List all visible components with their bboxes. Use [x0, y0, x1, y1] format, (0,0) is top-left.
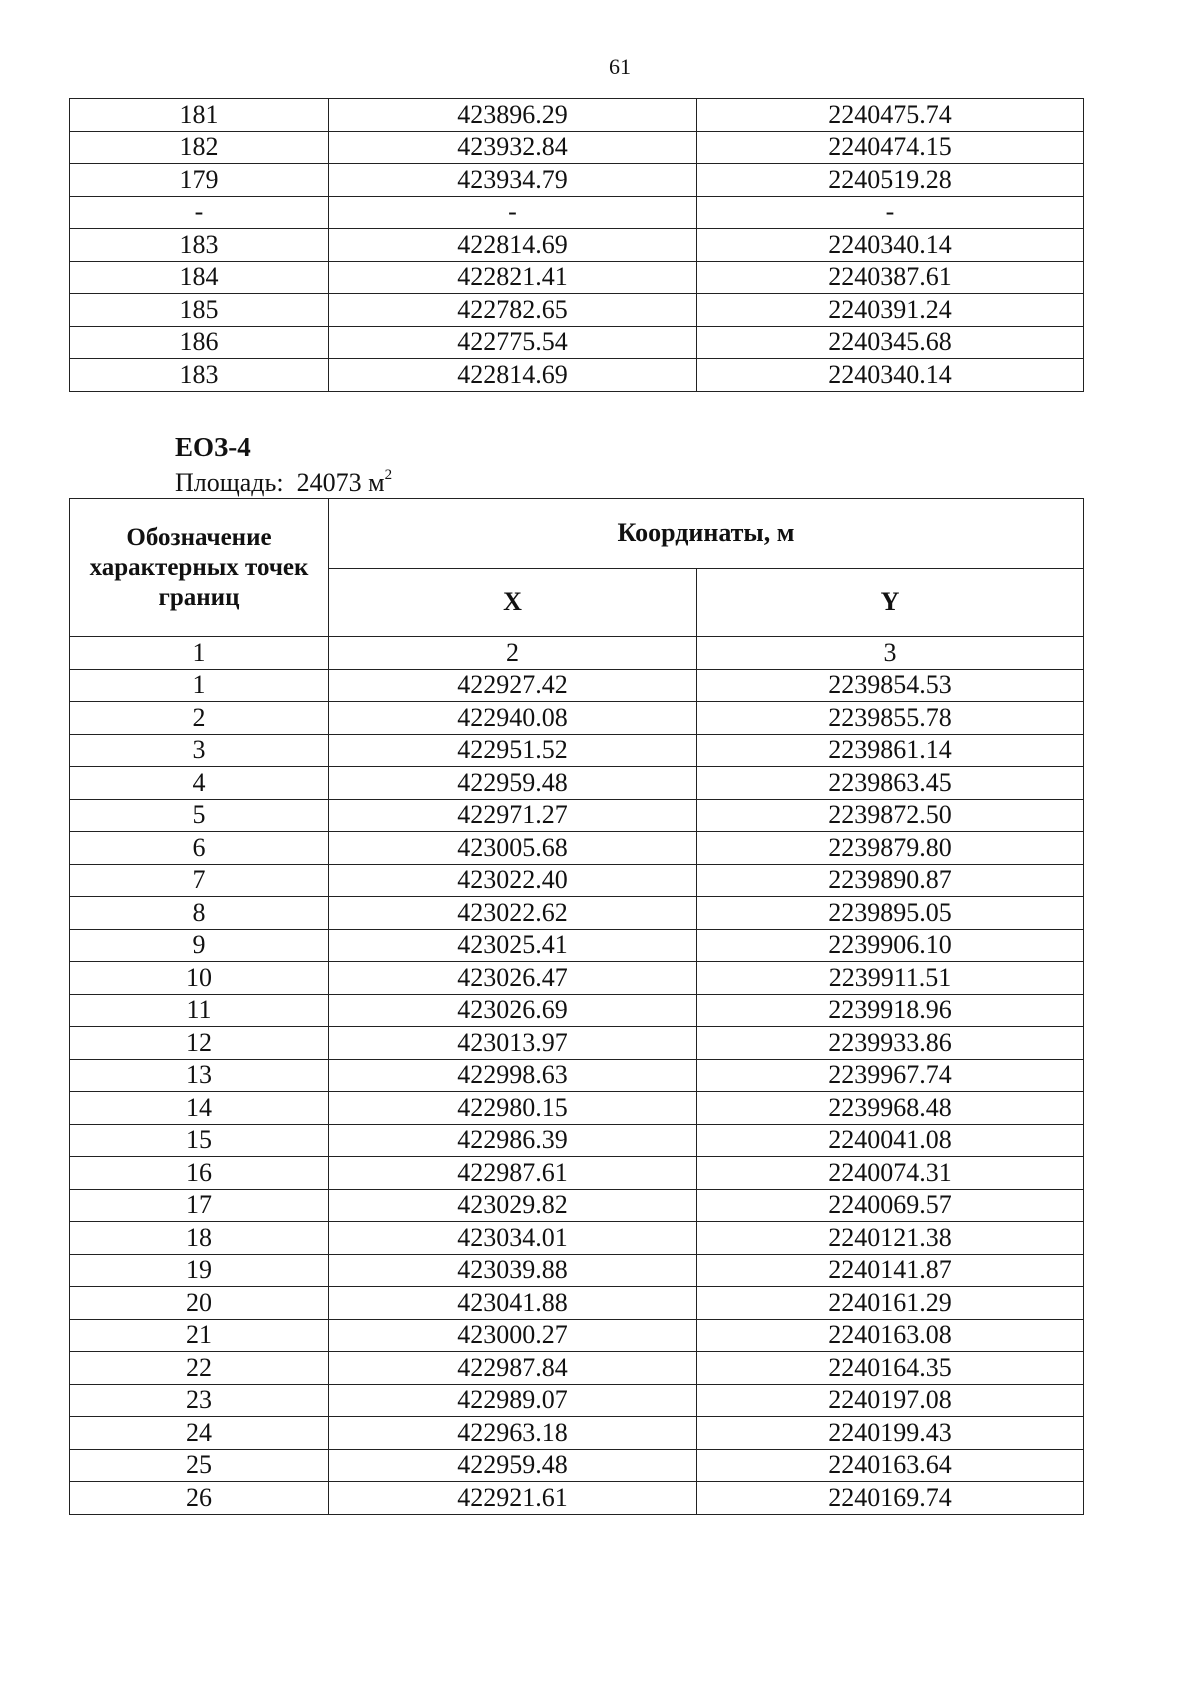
coord-y: 2240519.28 [697, 164, 1084, 197]
coord-y: 2240387.61 [697, 261, 1084, 294]
coord-x: 423025.41 [329, 929, 697, 962]
coord-y: 2239911.51 [697, 962, 1084, 995]
area-line [175, 467, 392, 498]
coord-y: 2239890.87 [697, 864, 1084, 897]
coord-y: 2240345.68 [697, 326, 1084, 359]
table-row [70, 1059, 1084, 1092]
coord-y: 2240340.14 [697, 229, 1084, 262]
table-row [70, 1287, 1084, 1320]
coord-y: 2239933.86 [697, 1027, 1084, 1060]
coord-x: 422980.15 [329, 1092, 697, 1125]
table-row [70, 1417, 1084, 1450]
point-number: 18 [70, 1222, 329, 1255]
table-row [70, 767, 1084, 800]
table-row [70, 1384, 1084, 1417]
coord-x: 422963.18 [329, 1417, 697, 1450]
coord-x: 422971.27 [329, 799, 697, 832]
table-row [70, 326, 1084, 359]
point-number: 2 [70, 702, 329, 735]
coord-y: 2239906.10 [697, 929, 1084, 962]
coord-x: 423026.69 [329, 994, 697, 1027]
table-row [70, 196, 1084, 229]
table-row [70, 962, 1084, 995]
coord-y: 2240069.57 [697, 1189, 1084, 1222]
coord-y: 2239861.14 [697, 734, 1084, 767]
point-number: - [70, 196, 329, 229]
table-row [70, 229, 1084, 262]
header-y: Y [697, 568, 1084, 637]
coord-x: 422951.52 [329, 734, 697, 767]
table-row [70, 261, 1084, 294]
table-row [70, 897, 1084, 930]
table-row [70, 1254, 1084, 1287]
coordinates-table-body [70, 669, 1084, 1514]
table-row [70, 1352, 1084, 1385]
coord-x: - [329, 196, 697, 229]
point-number: 25 [70, 1449, 329, 1482]
coord-x: 422998.63 [329, 1059, 697, 1092]
point-number: 185 [70, 294, 329, 327]
coord-x: 423022.40 [329, 864, 697, 897]
table-row [70, 1449, 1084, 1482]
header-x: X [329, 568, 697, 637]
coord-y: - [697, 196, 1084, 229]
coordinates-table-continued-body [70, 99, 1084, 392]
coordinates-table-header [70, 499, 1084, 670]
coord-x: 422987.84 [329, 1352, 697, 1385]
table-row [70, 1189, 1084, 1222]
point-number: 9 [70, 929, 329, 962]
point-number: 23 [70, 1384, 329, 1417]
coord-y: 2240199.43 [697, 1417, 1084, 1450]
point-number: 20 [70, 1287, 329, 1320]
coord-y: 2240197.08 [697, 1384, 1084, 1417]
table-row [70, 994, 1084, 1027]
table-row [70, 669, 1084, 702]
point-number: 17 [70, 1189, 329, 1222]
table-row [70, 1027, 1084, 1060]
header-coordinates: Координаты, м [329, 499, 1084, 569]
column-number-3: 3 [697, 637, 1084, 670]
coord-y: 2240163.08 [697, 1319, 1084, 1352]
area-unit-sup: 2 [384, 467, 393, 483]
point-number: 24 [70, 1417, 329, 1450]
coord-y: 2240074.31 [697, 1157, 1084, 1190]
coord-y: 2239968.48 [697, 1092, 1084, 1125]
point-number: 26 [70, 1482, 329, 1515]
coord-x: 422940.08 [329, 702, 697, 735]
point-number: 181 [70, 99, 329, 132]
coord-y: 2240475.74 [697, 99, 1084, 132]
point-number: 14 [70, 1092, 329, 1125]
column-number-2: 2 [329, 637, 697, 670]
point-number: 184 [70, 261, 329, 294]
point-number: 4 [70, 767, 329, 800]
coordinates-table-continued [69, 98, 1084, 392]
point-number: 182 [70, 131, 329, 164]
coord-y: 2240121.38 [697, 1222, 1084, 1255]
table-row [70, 1092, 1084, 1125]
point-number: 11 [70, 994, 329, 1027]
coord-y: 2240161.29 [697, 1287, 1084, 1320]
coord-y: 2239918.96 [697, 994, 1084, 1027]
coord-x: 422986.39 [329, 1124, 697, 1157]
table-row [70, 832, 1084, 865]
table-row [70, 164, 1084, 197]
coord-x: 423934.79 [329, 164, 697, 197]
coordinates-table [69, 498, 1084, 1515]
table-row [70, 294, 1084, 327]
table-row [70, 702, 1084, 735]
coord-x: 423026.47 [329, 962, 697, 995]
coord-y: 2239854.53 [697, 669, 1084, 702]
table-row [70, 864, 1084, 897]
coord-y: 2239967.74 [697, 1059, 1084, 1092]
coord-x: 422775.54 [329, 326, 697, 359]
coord-x: 422989.07 [329, 1384, 697, 1417]
point-number: 15 [70, 1124, 329, 1157]
coord-y: 2240169.74 [697, 1482, 1084, 1515]
area-unit: м [368, 468, 385, 497]
table-row [70, 734, 1084, 767]
table-row [70, 359, 1084, 392]
coord-x: 423039.88 [329, 1254, 697, 1287]
table-row [70, 929, 1084, 962]
point-number: 8 [70, 897, 329, 930]
point-number: 3 [70, 734, 329, 767]
coord-x: 422782.65 [329, 294, 697, 327]
point-number: 22 [70, 1352, 329, 1385]
table-row [70, 1157, 1084, 1190]
coord-x: 422814.69 [329, 229, 697, 262]
point-number: 21 [70, 1319, 329, 1352]
point-number: 19 [70, 1254, 329, 1287]
section-title: ЕОЗ-4 [175, 432, 251, 462]
coord-x: 422921.61 [329, 1482, 697, 1515]
coord-x: 423000.27 [329, 1319, 697, 1352]
coord-x: 423013.97 [329, 1027, 697, 1060]
coord-y: 2239895.05 [697, 897, 1084, 930]
coord-x: 423022.62 [329, 897, 697, 930]
coord-y: 2239872.50 [697, 799, 1084, 832]
coord-y: 2240474.15 [697, 131, 1084, 164]
coord-y: 2240164.35 [697, 1352, 1084, 1385]
coord-x: 423034.01 [329, 1222, 697, 1255]
point-number: 186 [70, 326, 329, 359]
point-number: 179 [70, 164, 329, 197]
coord-y: 2240163.64 [697, 1449, 1084, 1482]
page-number: 61 [609, 54, 631, 79]
coord-y: 2240041.08 [697, 1124, 1084, 1157]
coord-x: 423932.84 [329, 131, 697, 164]
coord-x: 423041.88 [329, 1287, 697, 1320]
coord-x: 422987.61 [329, 1157, 697, 1190]
table-row [70, 1319, 1084, 1352]
header-point-designation: Обозначение характерных точек границ [70, 499, 329, 637]
point-number: 16 [70, 1157, 329, 1190]
column-number-1: 1 [70, 637, 329, 670]
coord-x: 422821.41 [329, 261, 697, 294]
point-number: 13 [70, 1059, 329, 1092]
coord-y: 2239863.45 [697, 767, 1084, 800]
table-row [70, 1482, 1084, 1515]
coord-x: 423029.82 [329, 1189, 697, 1222]
point-number: 5 [70, 799, 329, 832]
coord-y: 2240391.24 [697, 294, 1084, 327]
table-row [70, 131, 1084, 164]
point-number: 7 [70, 864, 329, 897]
coord-x: 423005.68 [329, 832, 697, 865]
area-label: Площадь: [175, 468, 284, 497]
coord-y: 2239855.78 [697, 702, 1084, 735]
point-number: 6 [70, 832, 329, 865]
coord-x: 423896.29 [329, 99, 697, 132]
area-value: 24073 [296, 468, 362, 497]
coord-x: 422927.42 [329, 669, 697, 702]
point-number: 183 [70, 359, 329, 392]
coord-x: 422959.48 [329, 1449, 697, 1482]
point-number: 12 [70, 1027, 329, 1060]
coord-y: 2240340.14 [697, 359, 1084, 392]
table-row [70, 1222, 1084, 1255]
table-row [70, 99, 1084, 132]
table-row [70, 799, 1084, 832]
point-number: 183 [70, 229, 329, 262]
coord-y: 2239879.80 [697, 832, 1084, 865]
coord-x: 422814.69 [329, 359, 697, 392]
coord-x: 422959.48 [329, 767, 697, 800]
point-number: 10 [70, 962, 329, 995]
coord-y: 2240141.87 [697, 1254, 1084, 1287]
table-row [70, 1124, 1084, 1157]
point-number: 1 [70, 669, 329, 702]
